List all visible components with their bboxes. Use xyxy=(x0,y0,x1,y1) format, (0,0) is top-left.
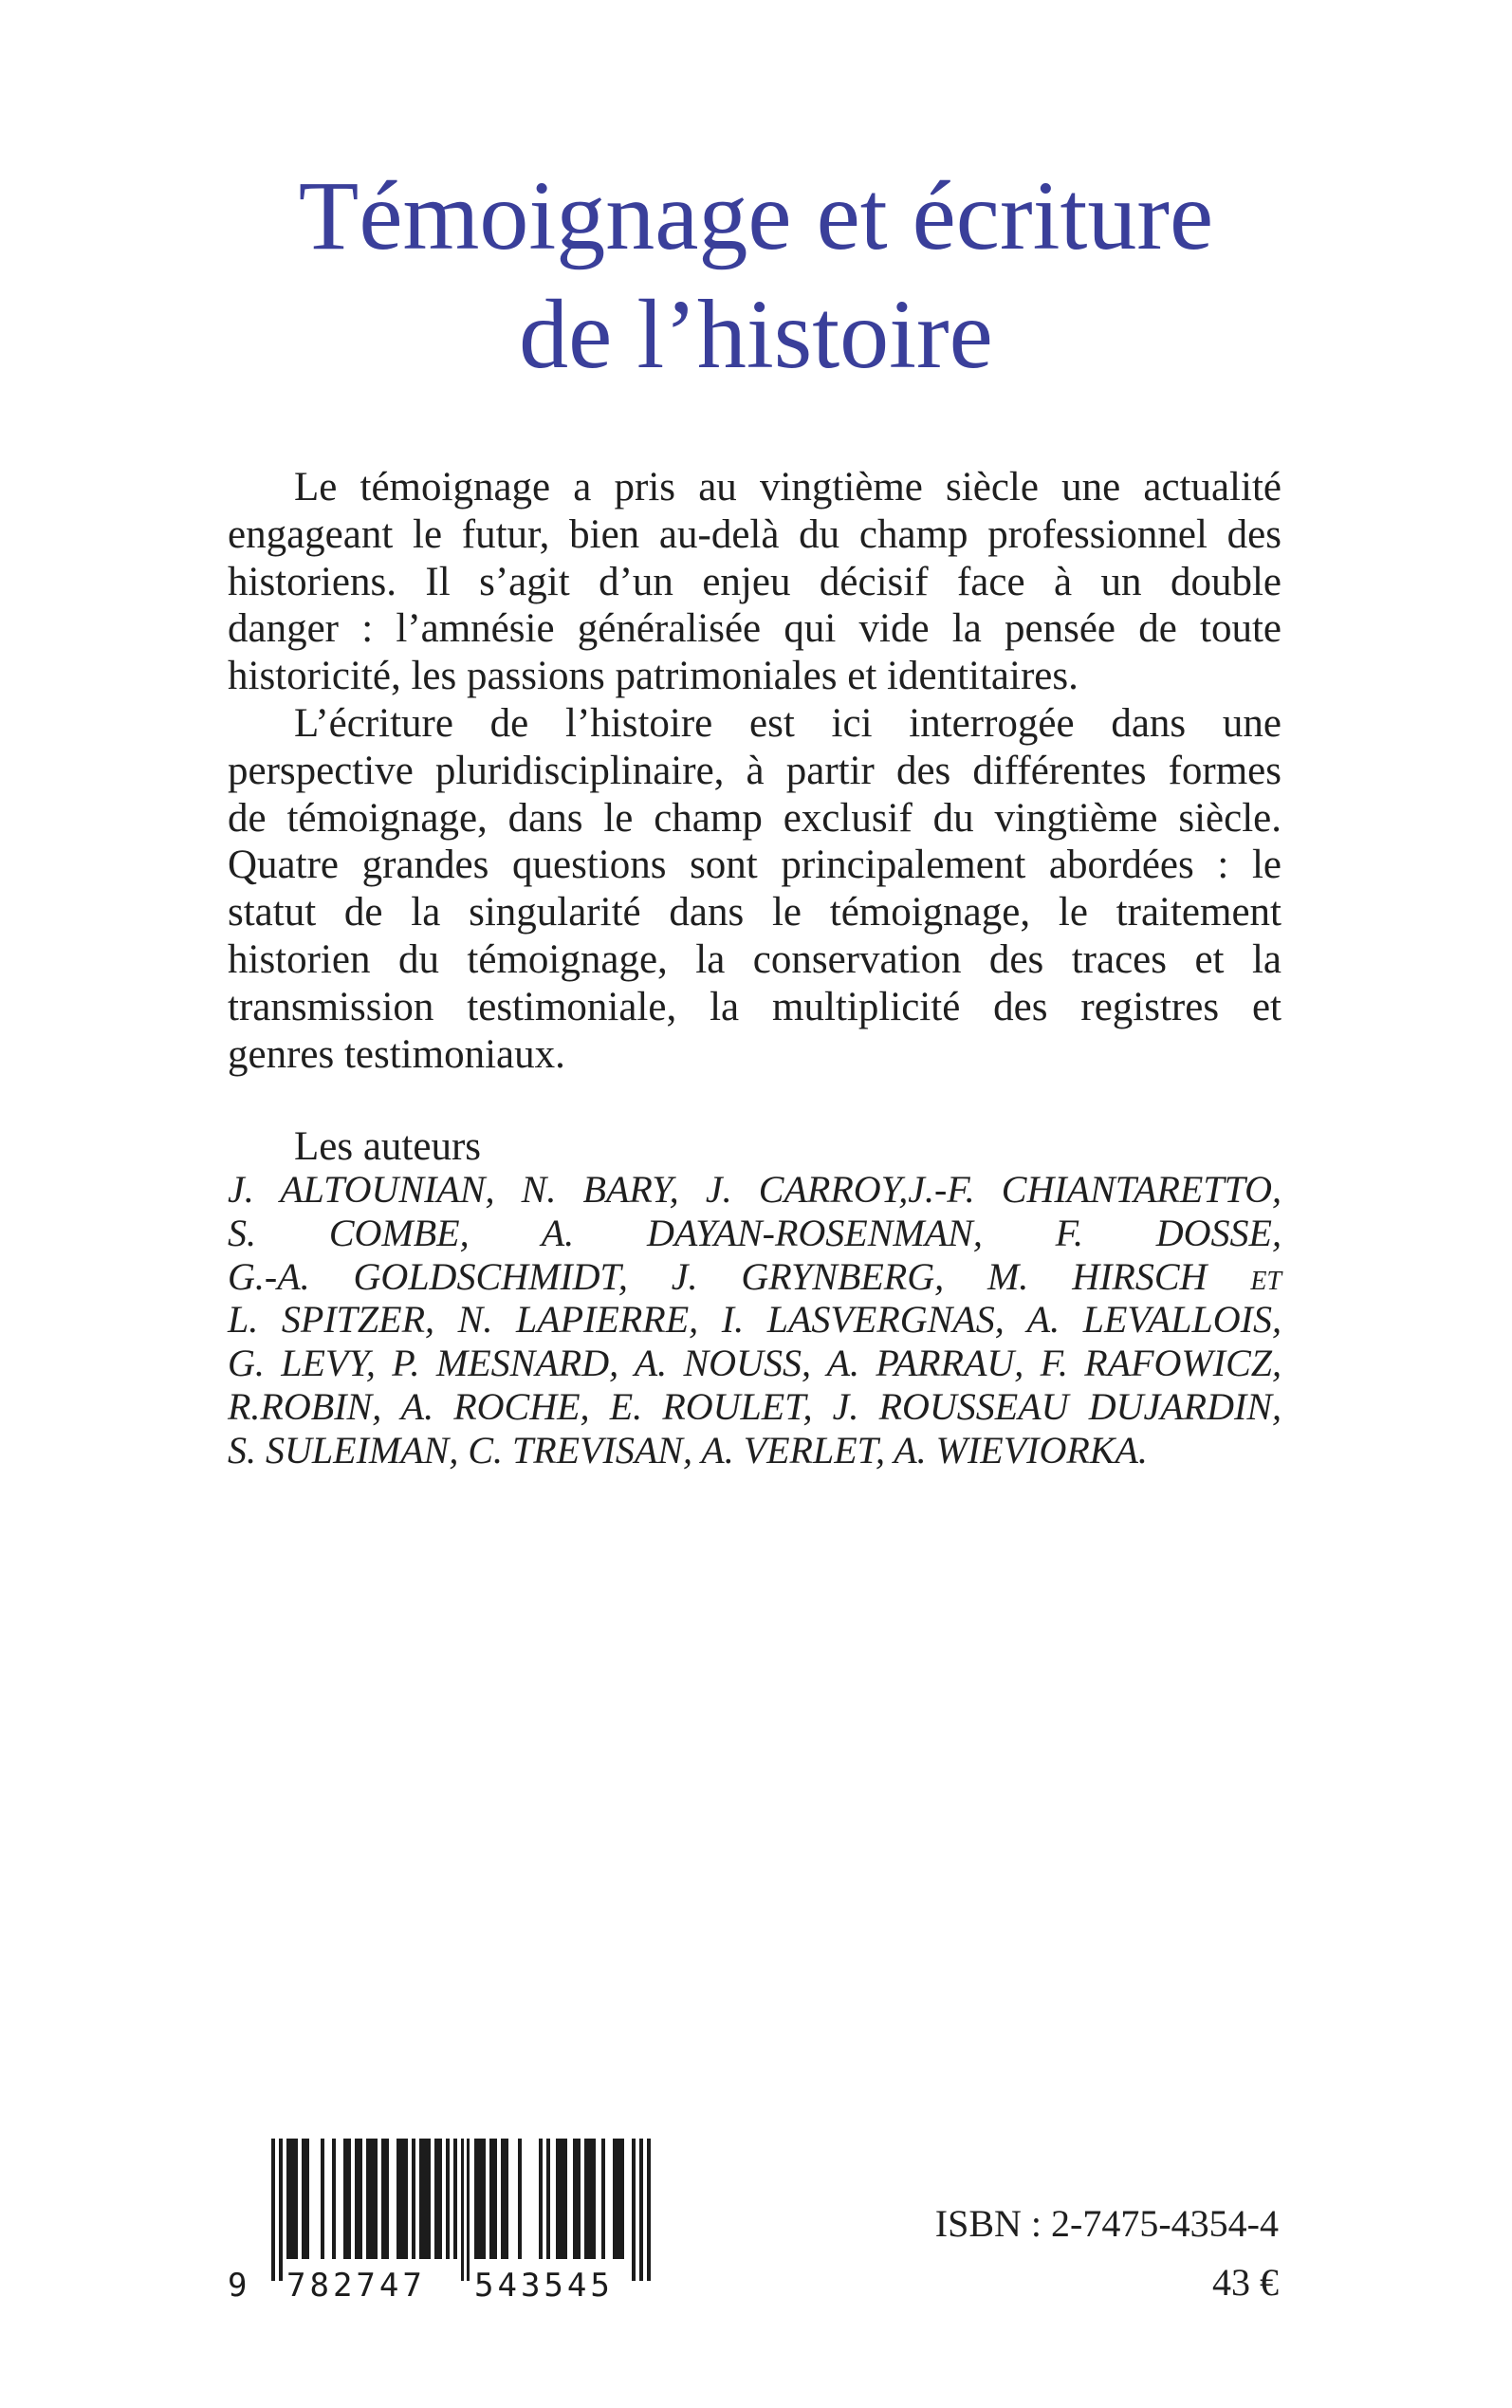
blurb-line: historiens. Il s’agit d’un enjeu décisif face à un double xyxy=(228,559,1282,604)
blurb-line: transmission testimoniale, la multiplicité des registres et xyxy=(228,984,1282,1029)
authors-line: S. COMBE, A. DAYAN-ROSENMAN, F. DOSSE, xyxy=(228,1211,1282,1254)
book-title xyxy=(0,157,1512,394)
authors-line: G.-A. GOLDSCHMIDT, J. GRYNBERG, M. HIRSCH xyxy=(228,1254,1208,1298)
barcode-lead-digit: 9 xyxy=(228,2267,251,2305)
authors-heading: Les auteurs xyxy=(294,1124,482,1169)
authors-line: L. SPITZER, N. LAPIERRE, I. LASVERGNAS, A. LEVALLOIS, xyxy=(228,1298,1282,1342)
ean-barcode xyxy=(228,2139,664,2309)
authors-list xyxy=(228,1168,1282,1473)
conjunction-et: ET xyxy=(1250,1266,1282,1296)
blurb-line: statut de la singularité dans le témoignage, le traitement xyxy=(228,890,1282,935)
authors-line-with-conjunction xyxy=(228,1255,1282,1299)
title-line-2: de l’histoire xyxy=(519,280,993,389)
blurb-line: Le témoignage a pris au vingtième siècle une actualité xyxy=(294,465,1282,509)
blurb-line: historicité, les passions patrimoniales et identitaires. xyxy=(228,654,1079,699)
blurb xyxy=(228,464,1282,1078)
authors-line: R.ROBIN, A. ROCHE, E. ROULET, J. ROUSSEAU DUJARDIN, xyxy=(228,1384,1282,1428)
blurb-line: de témoignage, dans le champ exclusif du vingtième siècle. xyxy=(228,795,1282,841)
authors-line: G. LEVY, P. MESNARD, A. NOUSS, A. PARRAU, F. RAFOWICZ, xyxy=(228,1342,1282,1385)
price-label: 43 € xyxy=(1212,2261,1279,2304)
blurb-line: historien du témoignage, la conservation des traces et la xyxy=(228,936,1282,982)
blurb-line: perspective pluridisciplinaire, à partir des différentes formes xyxy=(228,748,1282,793)
authors-line: S. SULEIMAN, C. TREVISAN, A. VERLET, A. WIEVIORKA. xyxy=(228,1428,1148,1472)
blurb-line: L’écriture de l’histoire est ici interrogée dans une xyxy=(294,700,1282,746)
blurb-line: Quatre grandes questions sont principalement abordées : le xyxy=(228,843,1282,888)
isbn-label: ISBN : 2-7475-4354-4 xyxy=(934,2202,1279,2245)
authors-line: J. ALTOUNIAN, N. BARY, J. CARROY,J.-F. CHIANTARETTO, xyxy=(228,1168,1282,1211)
blurb-line: danger : l’amnésie généralisée qui vide la pensée de toute xyxy=(228,606,1282,652)
blurb-line: engageant le futur, bien au-delà du champ professionnel des xyxy=(228,511,1282,557)
barcode-bars-icon xyxy=(228,2139,664,2309)
barcode-right-digits: 543545 xyxy=(474,2267,614,2305)
blurb-line: genres testimoniaux. xyxy=(228,1031,565,1077)
barcode-left-digits: 782747 xyxy=(286,2267,426,2305)
title-line-1: Témoignage et écriture xyxy=(298,161,1214,270)
